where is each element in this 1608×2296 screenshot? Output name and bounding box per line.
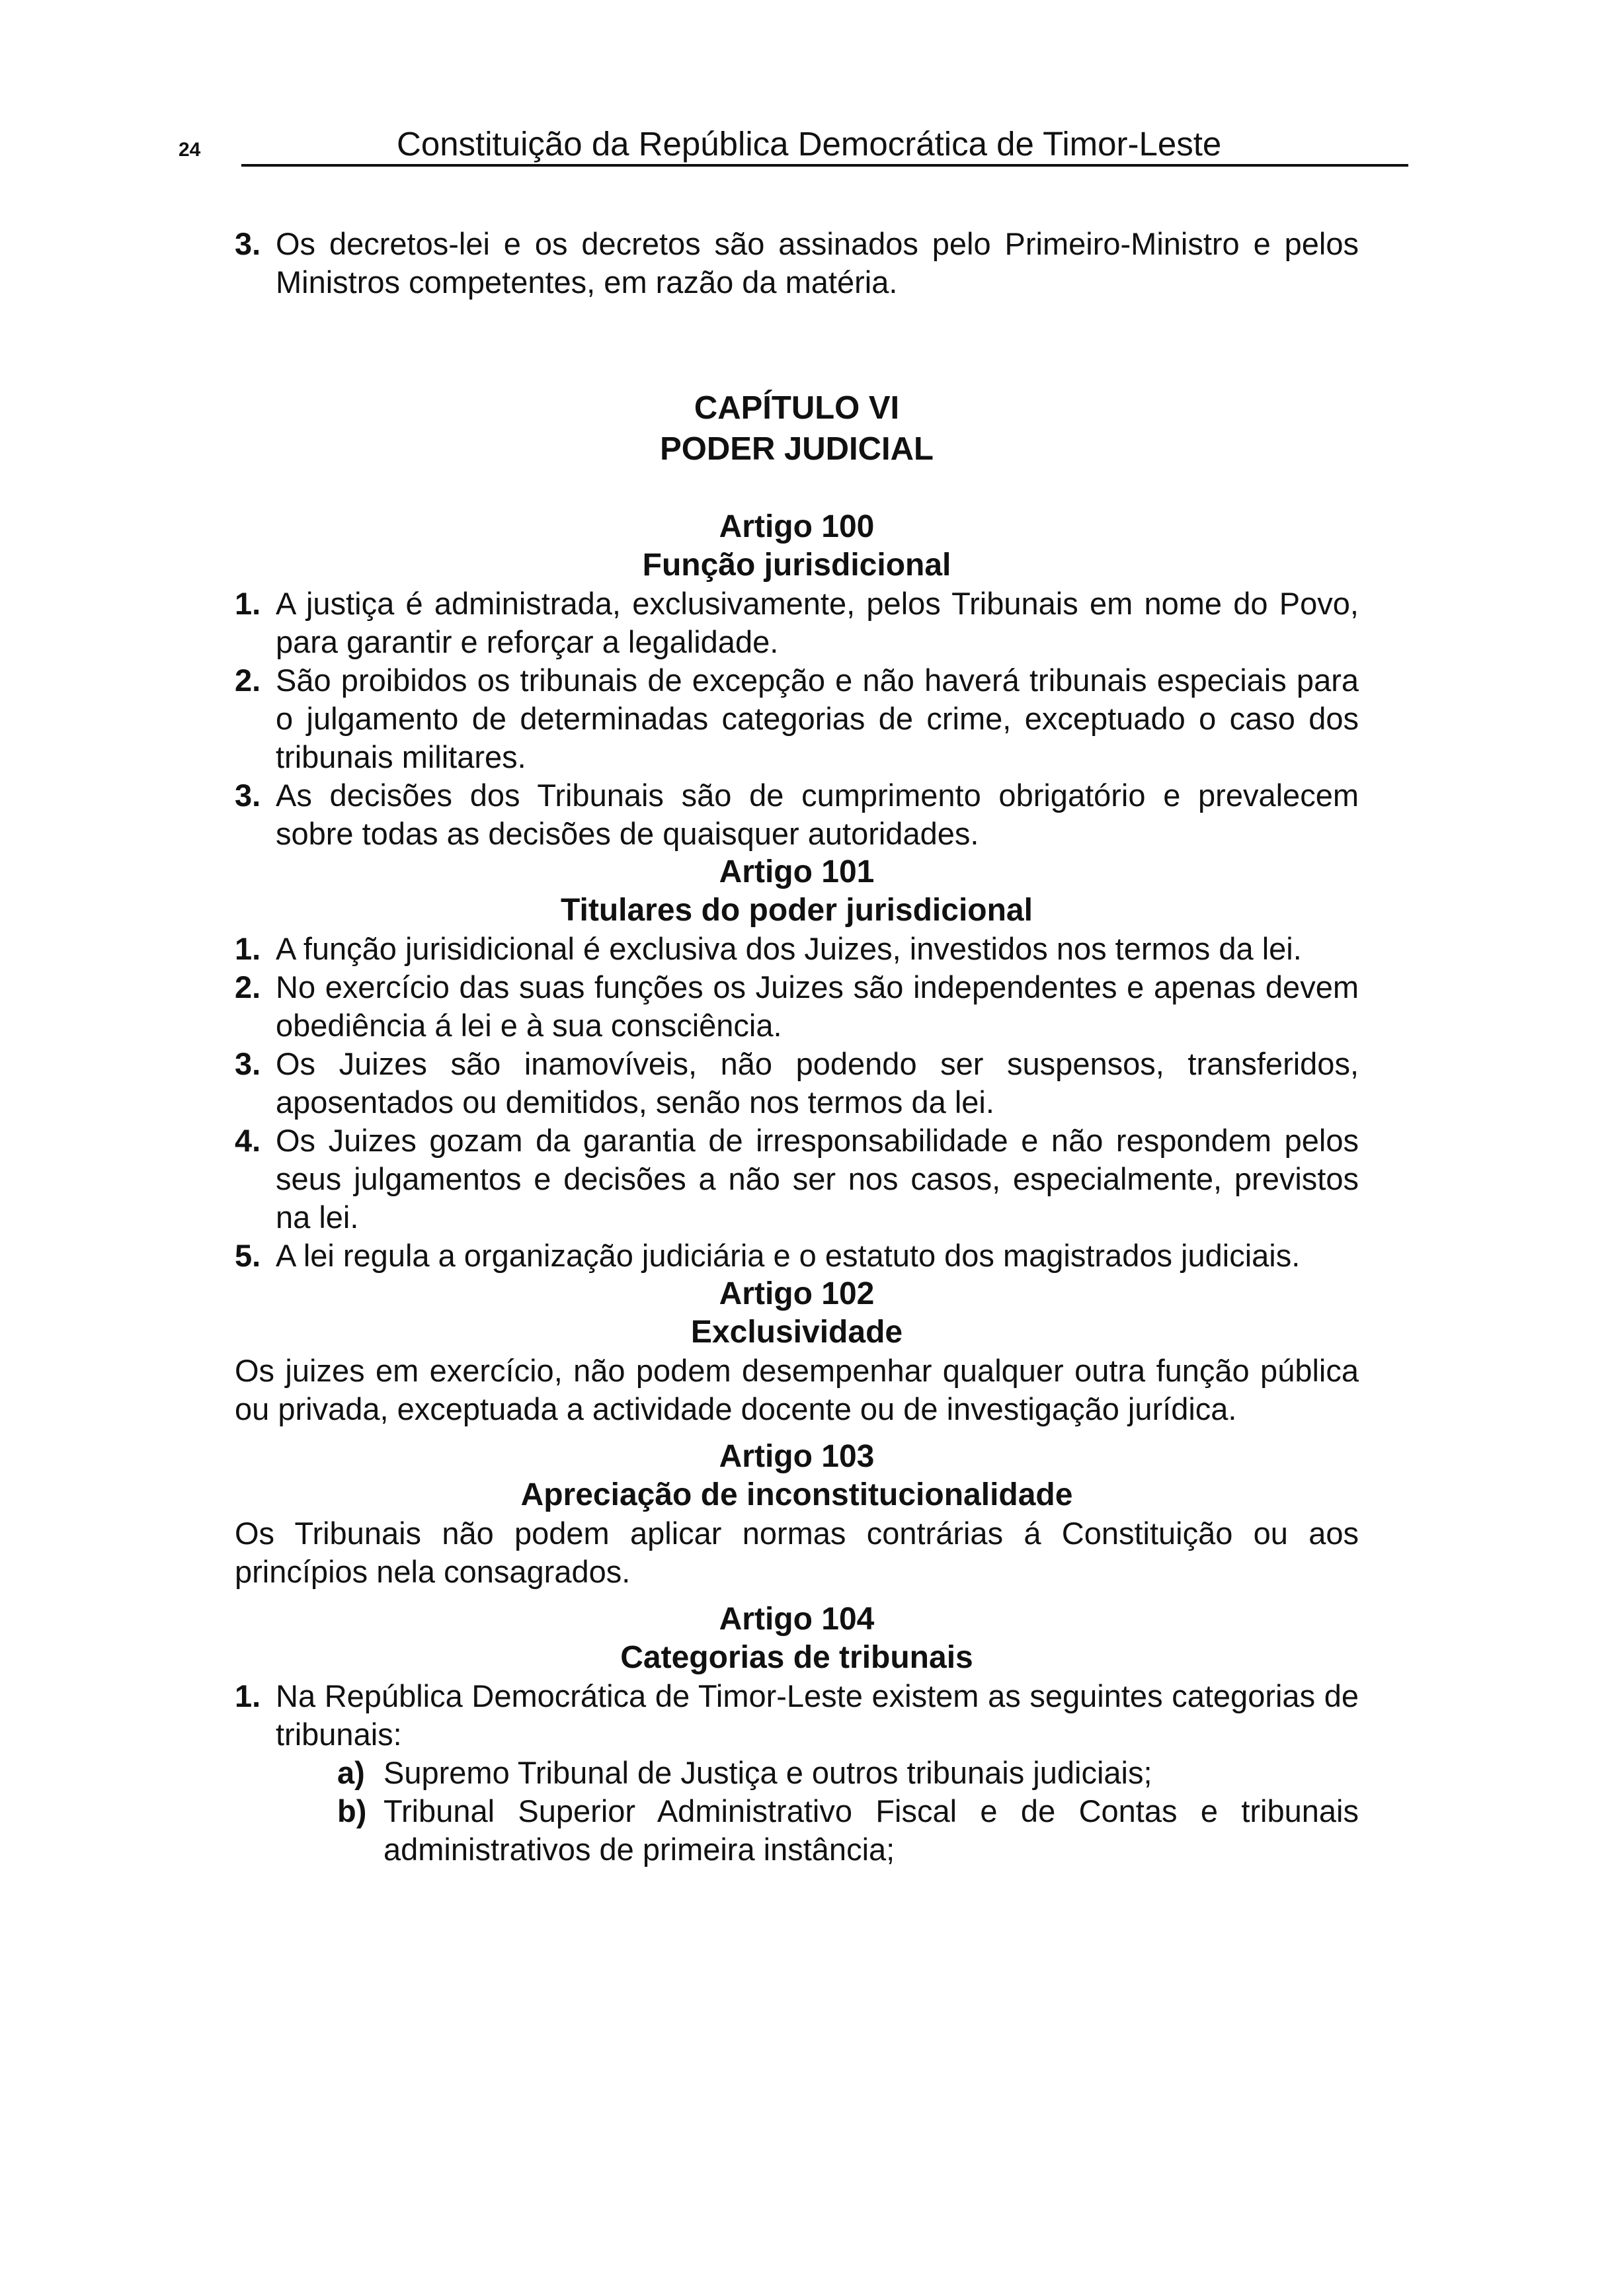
article-100-item-1 — [235, 585, 1359, 661]
article-104-subitem-b — [235, 1792, 1359, 1869]
article-101-title: Titulares do poder jurisdicional — [561, 893, 1033, 928]
article-104-heading: Artigo 104 — [719, 1602, 875, 1637]
article-100-heading: Artigo 100 — [719, 509, 875, 544]
article-101-heading: Artigo 101 — [719, 854, 875, 889]
article-101-item-4 — [235, 1122, 1359, 1237]
intro-item-3 — [235, 225, 1359, 302]
item-number: 4. — [235, 1123, 261, 1158]
item-text: No exercício das suas funções os Juizes são independentes e apenas devem obediência á lei e à sua consciência. — [276, 969, 1359, 1043]
article-101-item-3 — [235, 1045, 1359, 1122]
item-number: 3. — [235, 778, 261, 813]
article-104-subitem-a — [235, 1754, 1359, 1792]
page-header — [179, 124, 1408, 172]
item-text: A justiça é administrada, exclusivamente, pelos Tribunais em nome do Povo, para garantir e reforçar a legalidade. — [276, 586, 1359, 659]
chapter-label: CAPÍTULO VI — [694, 390, 900, 426]
item-text: Os Juizes gozam da garantia de irresponsabilidade e não respondem pelos seus julgamentos e decisões a não ser nos casos, especialmente, previstos na lei. — [276, 1123, 1359, 1235]
subitem-text: Tribunal Superior Administrativo Fiscal e de Contas e tribunais administrativos de primeira instância; — [383, 1793, 1359, 1867]
article-104-title: Categorias de tribunais — [620, 1640, 973, 1675]
item-text: A lei regula a organização judiciária e o estatuto dos magistrados judiciais. — [276, 1238, 1301, 1273]
article-100-item-3 — [235, 776, 1359, 853]
item-number: 1. — [235, 586, 261, 621]
item-text: Na República Democrática de Timor-Leste existem as seguintes categorias de tribunais: — [276, 1678, 1359, 1752]
header-rule — [241, 164, 1408, 167]
article-101-item-5 — [235, 1237, 1359, 1275]
item-number: 1. — [235, 931, 261, 966]
item-number: 1. — [235, 1678, 261, 1713]
item-text: Os Juizes são inamovíveis, não podendo ser suspensos, transferidos, aposentados ou demitidos, senão nos termos da lei. — [276, 1046, 1359, 1120]
running-title: Constituição da República Democrática de Timor-Leste — [397, 125, 1222, 163]
item-number: 5. — [235, 1238, 261, 1273]
subitem-letter: b) — [337, 1793, 367, 1828]
article-101-item-2 — [235, 968, 1359, 1045]
subitem-text: Supremo Tribunal de Justiça e outros tribunais judiciais; — [383, 1755, 1152, 1790]
article-103-text: Os Tribunais não podem aplicar normas contrárias á Constituição ou aos princípios nela consagrados. — [235, 1516, 1359, 1589]
article-100-title: Função jurisdicional — [642, 548, 951, 583]
chapter-title: PODER JUDICIAL — [660, 431, 934, 467]
item-text: As decisões dos Tribunais são de cumprimento obrigatório e prevalecem sobre todas as decisões de quaisquer autoridades. — [276, 778, 1359, 851]
item-number: 2. — [235, 663, 261, 698]
item-number: 3. — [235, 226, 261, 261]
item-text: A função jurisidicional é exclusiva dos Juizes, investidos nos termos da lei. — [276, 931, 1302, 966]
item-text: Os decretos-lei e os decretos são assinados pelo Primeiro-Ministro e pelos Ministros competentes, em razão da matéria. — [276, 226, 1359, 300]
subitem-letter: a) — [337, 1755, 365, 1790]
item-number: 3. — [235, 1046, 261, 1081]
article-103-heading: Artigo 103 — [719, 1439, 875, 1474]
article-102-heading: Artigo 102 — [719, 1276, 875, 1311]
item-number: 2. — [235, 969, 261, 1004]
item-text: São proibidos os tribunais de excepção e não haverá tribunais especiais para o julgamento de determinadas categorias de crime, exceptuado o caso dos tribunais militares. — [276, 663, 1359, 774]
article-103-title: Apreciação de inconstitucionalidade — [520, 1477, 1073, 1512]
article-102-text: Os juizes em exercício, não podem desempenhar qualquer outra função pública ou privada, exceptuada a actividade docente ou de investigação jurídica. — [235, 1353, 1359, 1426]
article-104-item-1 — [235, 1677, 1359, 1754]
page-number: 24 — [179, 139, 201, 161]
article-100-item-2 — [235, 661, 1359, 776]
article-102-title: Exclusividade — [690, 1315, 903, 1350]
page-body — [235, 225, 1359, 1869]
article-101-item-1 — [235, 930, 1359, 968]
